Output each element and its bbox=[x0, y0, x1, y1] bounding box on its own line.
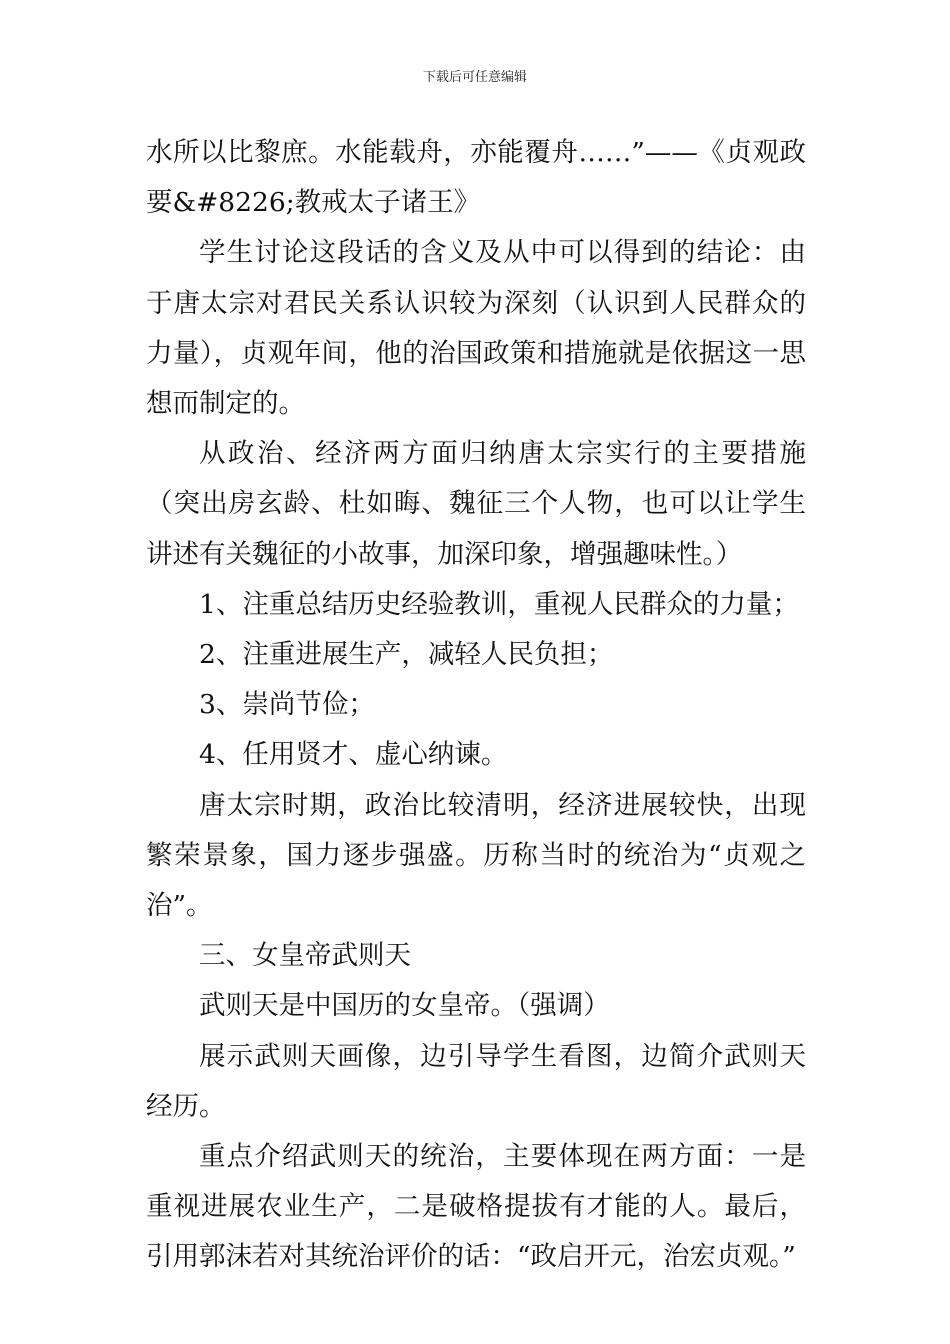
list-item-measure-1: 1、注重总结历史经验教训，重视人民群众的力量； bbox=[199, 588, 799, 620]
list-item-measure-2: 2、注重进展生产，减轻人民负担； bbox=[199, 639, 614, 671]
section-heading-wuzetian: 三、女皇帝武则天 bbox=[199, 940, 411, 972]
paragraph-rule-summary: 重点介绍武则天的统治，主要体现在两方面：一是重视进展农业生产，二是破格提拔有才能的人。最后，引用郭沫若对其统治评价的话：“政启开元，治宏贞观。” bbox=[146, 1141, 806, 1273]
list-item-measure-3: 3、崇尚节俭； bbox=[199, 689, 375, 721]
list-item-measure-4: 4、任用贤才、虚心纳谏。 bbox=[199, 739, 508, 771]
paragraph-quote-source: 水所以比黎庶。水能载舟，亦能覆舟……”——《贞观政要&#8226;教戒太子诸王》 bbox=[146, 137, 806, 219]
paragraph-portrait: 展示武则天画像，边引导学生看图，边简介武则天经历。 bbox=[146, 1040, 806, 1122]
paragraph-empress: 武则天是中国历的女皇帝。（强调） bbox=[199, 990, 610, 1022]
paragraph-zhenguan: 唐太宗时期，政治比较清明，经济进展较快，出现繁荣景象，国力逐步强盛。历称当时的统治为“贞观之治”。 bbox=[146, 789, 806, 922]
paragraph-discussion: 学生讨论这段话的含义及从中可以得到的结论：由于唐太宗对君民关系认识较为深刻（认识到人民群众的力量），贞观年间，他的治国政策和措施就是依据这一思想而制定的。 bbox=[146, 237, 806, 420]
paragraph-measures-intro: 从政治、经济两方面归纳唐太宗实行的主要措施（突出房玄龄、杜如晦、魏征三个人物，也可以让学生讲述有关魏征的小故事，加深印象，增强趣味性。） bbox=[146, 438, 806, 570]
page-header: 下载后可任意编辑 bbox=[422, 70, 527, 85]
document-body bbox=[146, 128, 806, 1283]
